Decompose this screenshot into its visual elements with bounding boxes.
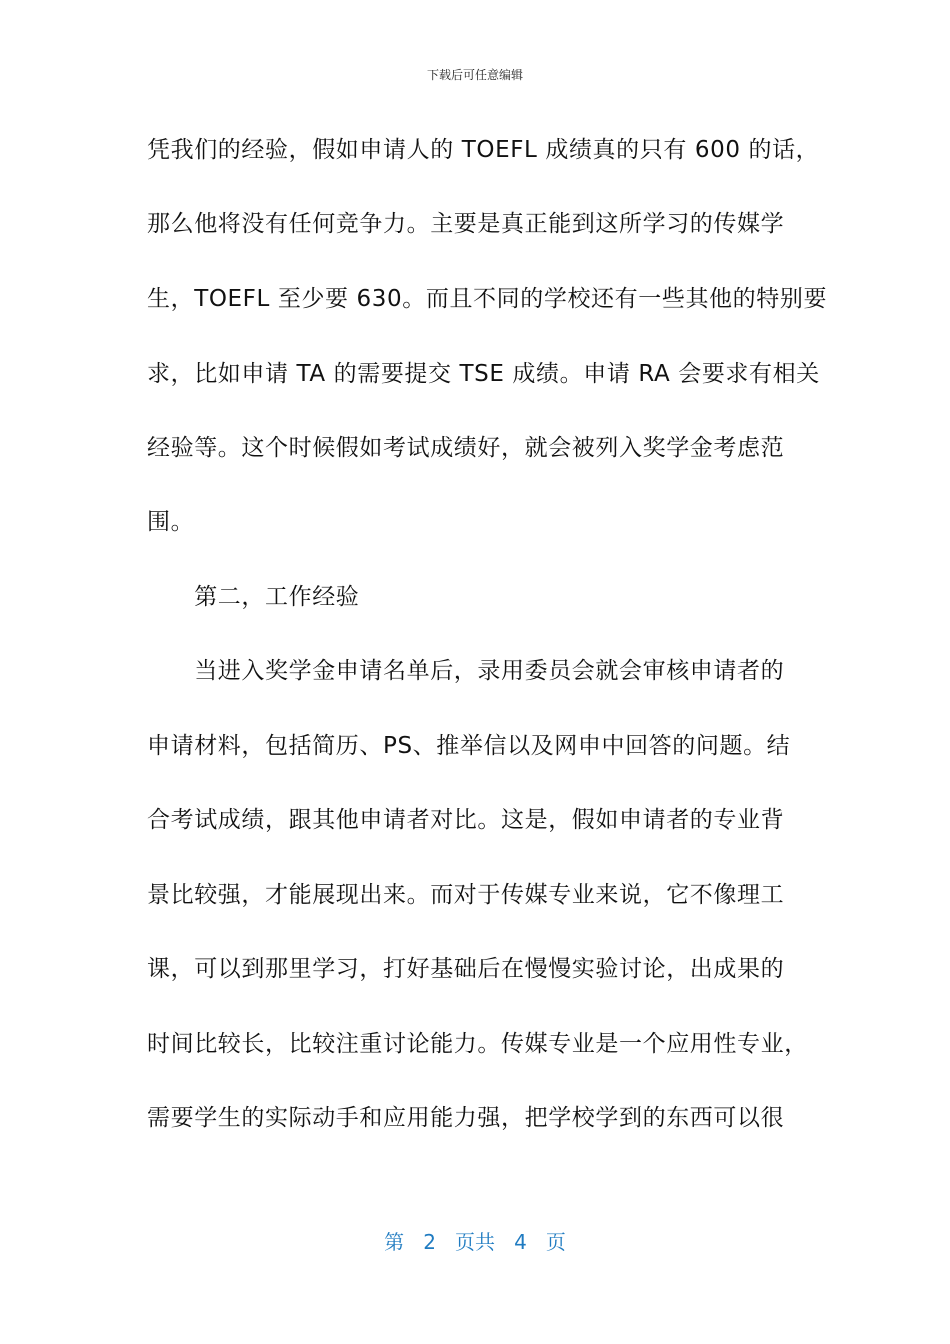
body-line: 申请材料，包括简历、PS、推举信以及网申中回答的问题。结: [147, 733, 791, 759]
total-pages: 4: [514, 1230, 527, 1254]
section-heading: 第二，工作经验: [147, 584, 360, 610]
body-line: 合考试成绩，跟其他申请者对比。这是，假如申请者的专业背: [147, 807, 785, 833]
body-line: 当进入奖学金申请名单后，录用委员会就会审核申请者的: [147, 658, 785, 684]
page-footer: [0, 1226, 950, 1255]
page-number: 2: [423, 1230, 436, 1254]
body-line: 求，比如申请 TA 的需要提交 TSE 成绩。申请 RA 会要求有相关: [147, 361, 820, 387]
body-line: 凭我们的经验，假如申请人的 TOEFL 成绩真的只有 600 的话，: [147, 137, 820, 163]
footer-suffix: 页: [545, 1230, 566, 1254]
body-line: 那么他将没有任何竞争力。主要是真正能到这所学习的传媒学: [147, 211, 785, 237]
page-header: 下载后可任意编辑: [426, 68, 523, 82]
body-line: 生，TOEFL 至少要 630。而且不同的学校还有一些其他的特别要: [147, 286, 828, 312]
body-line: 课，可以到那里学习，打好基础后在慢慢实验讨论，出成果的: [147, 956, 785, 982]
footer-prefix: 第: [384, 1230, 405, 1254]
body-line: 围。: [147, 509, 195, 535]
body-line: 经验等。这个时候假如考试成绩好，就会被列入奖学金考虑范: [147, 435, 785, 461]
body-line: 景比较强，才能展现出来。而对于传媒专业来说，它不像理工: [147, 882, 785, 908]
body-line: 时间比较长，比较注重讨论能力。传媒专业是一个应用性专业，: [147, 1031, 808, 1057]
body-line: 需要学生的实际动手和应用能力强，把学校学到的东西可以很: [147, 1105, 785, 1131]
footer-mid: 页共: [455, 1230, 495, 1254]
